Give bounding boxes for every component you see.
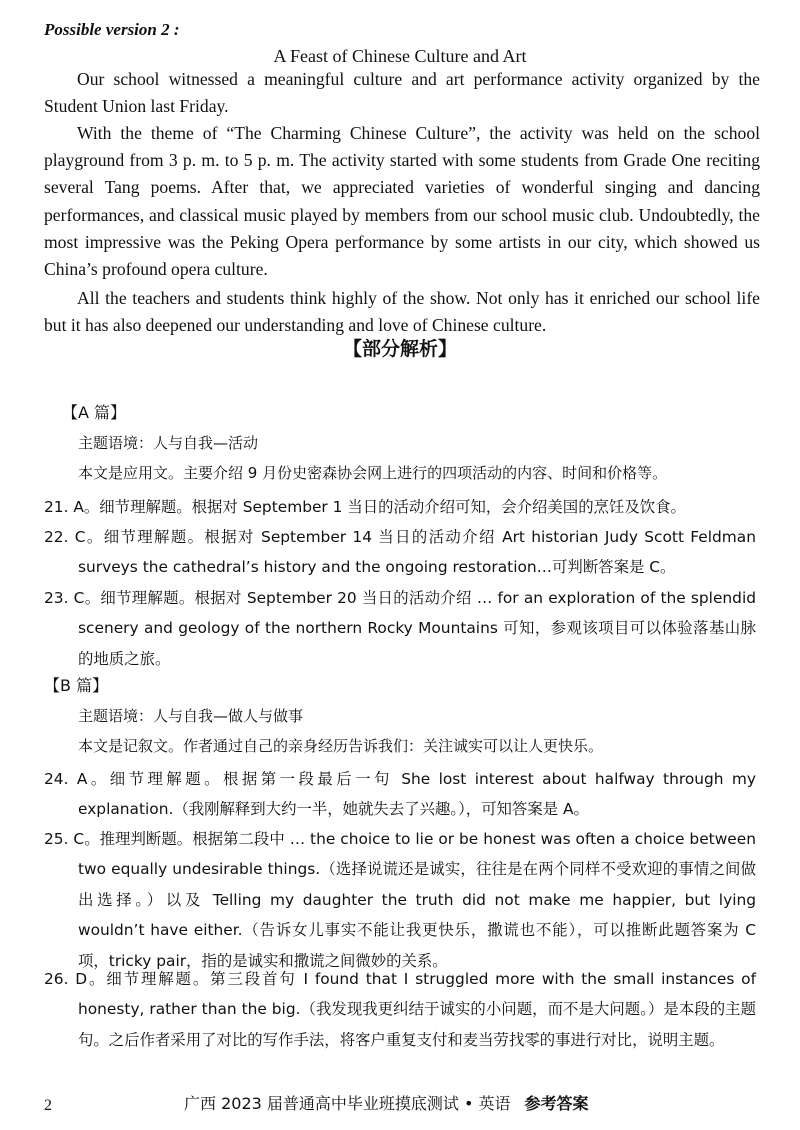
answer-item-24: 24. A。细节理解题。根据第一段最后一句 She lost interest about halfway through my explanation.（我刚解释到大约一半，她就失去了兴趣。），可知答案是 A。 (44, 770, 756, 819)
analysis-title: 【部分解析】 (342, 338, 457, 360)
exam-title: 广西 2023 届普通高中毕业班摸底测试 • 英语 (184, 1094, 511, 1113)
essay-paragraph-1: Our school witnessed a meaningful culture and art performance activity organized by the Student Union last Friday. (44, 69, 760, 117)
answer-label: 参考答案 (524, 1094, 589, 1113)
section-a-theme: 主题语境：人与自我—活动 (78, 434, 259, 452)
page-number: 2 (44, 1097, 52, 1114)
section-b-summary: 本文是记叙文。作者通过自己的亲身经历告诉我们：关注诚实可以让人更快乐。 (78, 737, 604, 755)
section-b-theme: 主题语境：人与自我—做人与做事 (78, 707, 304, 725)
section-a-heading: 【A 篇】 (62, 403, 127, 422)
essay-paragraph-3: All the teachers and students think highly of the show. Not only has it enriched our school life but it has also deepened our understanding and love of Chinese culture. (44, 288, 760, 336)
section-a-summary: 本文是应用文。主要介绍 9 月份史密森协会网上进行的四项活动的内容、时间和价格等。 (78, 464, 668, 482)
answer-item-26: 26. D。细节理解题。第三段首句 I found that I struggled more with the small instances of honesty, rather than the big.（我发现我更纠结于诚实的小问题，而不是大问题。）是本段的主题句。之后作者采用了对比的写作手法，将客户重复支付和麦当劳找零的事进行对比，说明主题。 (44, 970, 756, 1049)
section-b-heading: 【B 篇】 (44, 676, 109, 695)
footer-title (184, 1094, 589, 1113)
essay-title: A Feast of Chinese Culture and Art (273, 46, 527, 66)
answer-item-25: 25. C。推理判断题。根据第二段中 … the choice to lie or be honest was often a choice between two equally undesirable things.（选择说谎还是诚实，往往是在两个同样不受欢迎的事情之间做出选择。）以及 Telling my daughter the truth did not make me happier, but lying wouldn’t have either.（告诉女儿事实不能让我更快乐，撒谎也不能），可以推断此题答案为 C 项，tricky pair，指的是诚实和撒谎之间微妙的关系。 (44, 830, 756, 970)
answer-item-22: 22. C。细节理解题。根据对 September 14 当日的活动介绍 Art historian Judy Scott Feldman surveys the cathedral’s history and the ongoing restoration…可判断答案是 C。 (44, 528, 756, 577)
answer-item-23: 23. C。细节理解题。根据对 September 20 当日的活动介绍 … for an exploration of the splendid scenery and geology of the northern Rocky Mountains 可知，参观该项目可以体验落基山脉的地质之旅。 (44, 589, 756, 668)
essay-paragraph-2: With the theme of “The Charming Chinese Culture”, the activity was held on the school playground from 3 p. m. to 5 p. m. The activity started with some students from Grade One reciting several Tang poems. After that, we appreciated varieties of wonderful singing and dancing performances, and classical music played by members from our school music club. Undoubtedly, the most impressive was the Peking Opera performance by some artists in our city, which showed us China’s profound opera culture. (44, 123, 760, 280)
version-label: Possible version 2 : (44, 20, 180, 39)
answer-item-21: 21. A。细节理解题。根据对 September 1 当日的活动介绍可知，会介绍美国的烹饪及饮食。 (44, 498, 686, 516)
